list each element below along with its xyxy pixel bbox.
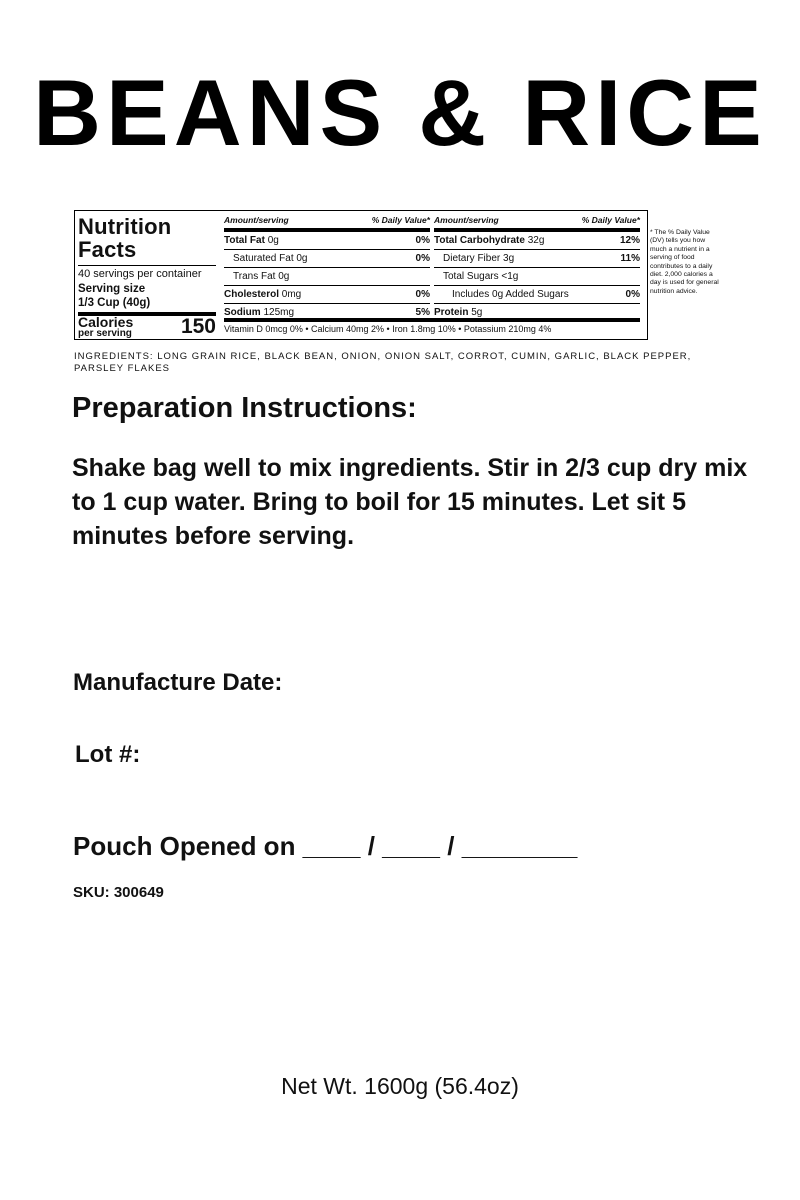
daily-value-header: % Daily Value* [581, 215, 640, 225]
nutrient-name: Total Sugars <1g [443, 271, 519, 282]
nutrient-name: Protein [434, 307, 469, 318]
thick-divider [224, 318, 640, 322]
nutrient-name: Dietary Fiber 3g [443, 253, 515, 264]
nutrient-name: Saturated Fat 0g [233, 253, 308, 264]
net-weight: Net Wt. 1600g (56.4oz) [281, 1073, 519, 1099]
serving-size-label: Serving size [78, 283, 146, 295]
nutrient-daily-value: 12% [619, 235, 640, 246]
nutrient-amount: 32g [524, 235, 545, 246]
nutrient-row-total-carbohydrate [434, 232, 640, 250]
nutrient-row-total-fat [224, 232, 430, 250]
amount-header: Amount/serving [224, 215, 289, 225]
daily-value-header: % Daily Value* [371, 215, 430, 225]
calories-sub-label: per serving [78, 328, 132, 339]
nutrient-amount: 5g [468, 307, 483, 318]
ingredients-list: INGREDIENTS: LONG GRAIN RICE, BLACK BEAN, ONION, ONION SALT, CORROT, CUMIN, GARLIC, BLACK PEPPER, PARSLEY FLAKES [74, 351, 692, 374]
nutrition-facts-panel [74, 210, 719, 340]
preparation-instructions: Shake bag well to mix ingredients. Stir in 2/3 cup dry mix to 1 cup water. Bring to boil for 15 minutes. Let sit 5 minutes before serving. [72, 454, 748, 550]
nutrition-heading [78, 215, 216, 261]
nutrient-row-total-sugars [434, 268, 640, 286]
vitamins-minerals-line: Vitamin D 0mcg 0% • Calcium 40mg 2% • Iron 1.8mg 10% • Potassium 210mg 4% [224, 324, 552, 334]
divider [78, 265, 216, 266]
nutrient-daily-value: 5% [415, 307, 430, 318]
servings-per-container: 40 servings per container [78, 268, 202, 280]
nutrient-row-dietary-fiber [434, 250, 640, 268]
nutrient-row-cholesterol [224, 286, 430, 304]
lot-number-label: Lot #: [75, 741, 141, 768]
nutrient-name: Trans Fat 0g [233, 271, 290, 282]
nutrient-amount: 0g [264, 235, 279, 246]
column-header [224, 215, 430, 228]
nutrient-column-right [434, 215, 640, 321]
serving-size-value: 1/3 Cup (40g) [78, 297, 151, 309]
preparation-heading: Preparation Instructions: [72, 392, 417, 424]
nutrition-heading-line2: Facts [78, 237, 137, 262]
nutrient-daily-value: 0% [625, 289, 640, 300]
nutrient-daily-value: 11% [620, 253, 640, 264]
nutrient-name: Total Carbohydrate [434, 235, 525, 246]
nutrient-name: Total Fat [224, 235, 265, 246]
nutrient-amount: 125mg [260, 307, 295, 318]
manufacture-date-label: Manufacture Date: [73, 669, 283, 696]
nutrient-name: Cholesterol [224, 289, 280, 300]
nutrient-daily-value: 0% [415, 289, 430, 300]
nutrition-summary [78, 213, 216, 337]
nutrient-row-saturated-fat [224, 250, 430, 268]
product-title: BEANS & RICE [33, 60, 767, 165]
calories-label: Calories [78, 314, 134, 330]
nutrient-daily-value: 0% [415, 235, 430, 246]
pouch-opened-line: Pouch Opened on ____ / ____ / ________ [73, 831, 578, 861]
nutrition-heading-line1: Nutrition [78, 214, 172, 239]
column-header [434, 215, 640, 228]
calories-value: 150 [180, 315, 216, 338]
nutrient-column-left [224, 215, 430, 321]
nutrient-row-trans-fat [224, 268, 430, 286]
nutrient-name: Sodium [224, 307, 261, 318]
nutrient-name: Includes 0g Added Sugars [452, 289, 569, 300]
nutrient-row-added-sugars [434, 286, 640, 304]
daily-value-footnote: * The % Daily Value (DV) tells you how much a nutrient in a serving of food contributes to a daily diet. 2,000 calories a day is used for general nutrition advice. [650, 229, 719, 295]
nutrient-daily-value: 0% [415, 253, 430, 264]
amount-header: Amount/serving [434, 215, 499, 225]
nutrient-amount: 0mg [279, 289, 302, 300]
sku-label: SKU: 300649 [73, 884, 164, 901]
